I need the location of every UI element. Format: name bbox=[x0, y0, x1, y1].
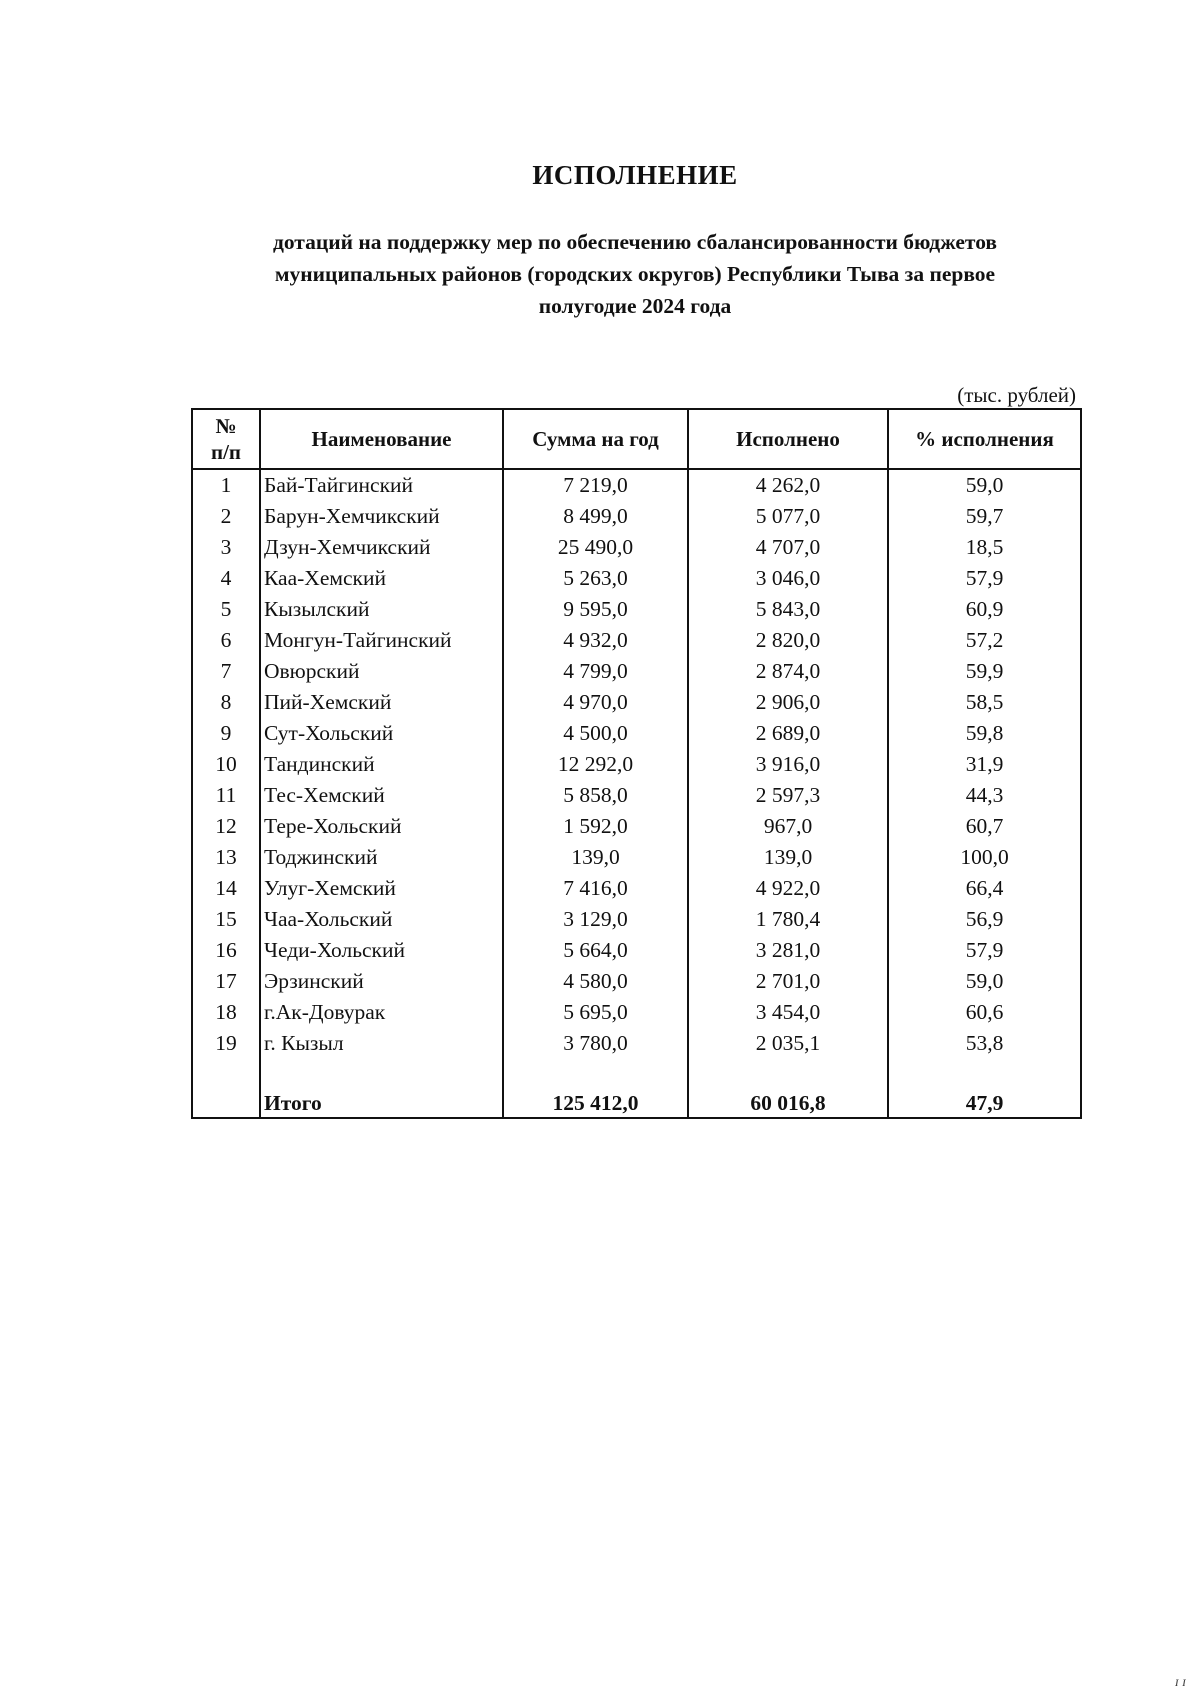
table-row bbox=[192, 687, 1081, 718]
cell-name: Тере-Хольский bbox=[260, 811, 503, 842]
subtitle-line: полугодие 2024 года bbox=[538, 294, 732, 318]
total-annual: 125 412,0 bbox=[503, 1089, 688, 1118]
cell-annual: 3 780,0 bbox=[503, 1028, 688, 1059]
cell-executed: 2 906,0 bbox=[688, 687, 888, 718]
cell-executed: 5 843,0 bbox=[688, 594, 888, 625]
cell-name: Пий-Хемский bbox=[260, 687, 503, 718]
cell-percent: 59,8 bbox=[888, 718, 1081, 749]
cell-num: 10 bbox=[192, 749, 260, 780]
cell-executed: 2 820,0 bbox=[688, 625, 888, 656]
cell-percent: 59,0 bbox=[888, 469, 1081, 501]
cell-percent: 53,8 bbox=[888, 1028, 1081, 1059]
cell-annual: 7 219,0 bbox=[503, 469, 688, 501]
subtitle-line: дотаций на поддержку мер по обеспечению сбалансированности бюджетов bbox=[272, 230, 998, 254]
total-executed: 60 016,8 bbox=[688, 1089, 888, 1118]
cell-executed: 2 689,0 bbox=[688, 718, 888, 749]
cell-num: 4 bbox=[192, 563, 260, 594]
cell-name: Дзун-Хемчикский bbox=[260, 532, 503, 563]
cell-executed: 2 035,1 bbox=[688, 1028, 888, 1059]
spacer-cell bbox=[688, 1059, 888, 1089]
header-num: № п/п bbox=[192, 409, 260, 469]
subtitle-line: муниципальных районов (городских округов) Республики Тыва за первое bbox=[274, 262, 996, 286]
cell-name: Улуг-Хемский bbox=[260, 873, 503, 904]
cell-percent: 59,0 bbox=[888, 966, 1081, 997]
table-row bbox=[192, 656, 1081, 687]
cell-executed: 139,0 bbox=[688, 842, 888, 873]
cell-name: Тандинский bbox=[260, 749, 503, 780]
cell-annual: 4 580,0 bbox=[503, 966, 688, 997]
cell-num: 7 bbox=[192, 656, 260, 687]
cell-percent: 18,5 bbox=[888, 532, 1081, 563]
spacer-cell bbox=[192, 1059, 260, 1089]
cell-num: 13 bbox=[192, 842, 260, 873]
table-row bbox=[192, 1028, 1081, 1059]
cell-name: Сут-Хольский bbox=[260, 718, 503, 749]
total-num-cell bbox=[192, 1089, 260, 1118]
cell-percent: 57,2 bbox=[888, 625, 1081, 656]
table-spacer-row bbox=[192, 1059, 1081, 1089]
table-header-row bbox=[192, 409, 1081, 469]
table-row bbox=[192, 780, 1081, 811]
cell-percent: 57,9 bbox=[888, 935, 1081, 966]
cell-percent: 31,9 bbox=[888, 749, 1081, 780]
cell-num: 9 bbox=[192, 718, 260, 749]
table-row bbox=[192, 997, 1081, 1028]
cell-annual: 5 664,0 bbox=[503, 935, 688, 966]
header-annual: Сумма на год bbox=[503, 409, 688, 469]
table-row bbox=[192, 501, 1081, 532]
total-label: Итого bbox=[260, 1089, 503, 1118]
table-row bbox=[192, 966, 1081, 997]
cell-name: Тес-Хемский bbox=[260, 780, 503, 811]
cell-executed: 967,0 bbox=[688, 811, 888, 842]
cell-annual: 25 490,0 bbox=[503, 532, 688, 563]
table-row bbox=[192, 904, 1081, 935]
cell-num: 15 bbox=[192, 904, 260, 935]
cell-name: Монгун-Тайгинский bbox=[260, 625, 503, 656]
cell-executed: 2 701,0 bbox=[688, 966, 888, 997]
cell-num: 14 bbox=[192, 873, 260, 904]
cell-annual: 9 595,0 bbox=[503, 594, 688, 625]
cell-annual: 5 695,0 bbox=[503, 997, 688, 1028]
units-note: (тыс. рублей) bbox=[957, 383, 1076, 407]
cell-num: 2 bbox=[192, 501, 260, 532]
cell-annual: 3 129,0 bbox=[503, 904, 688, 935]
spacer-cell bbox=[888, 1059, 1081, 1089]
cell-annual: 12 292,0 bbox=[503, 749, 688, 780]
table-row bbox=[192, 873, 1081, 904]
cell-annual: 4 970,0 bbox=[503, 687, 688, 718]
cell-name: Чаа-Хольский bbox=[260, 904, 503, 935]
cell-executed: 3 454,0 bbox=[688, 997, 888, 1028]
cell-executed: 4 707,0 bbox=[688, 532, 888, 563]
table-row bbox=[192, 532, 1081, 563]
spacer-cell bbox=[503, 1059, 688, 1089]
total-row bbox=[192, 1089, 1081, 1118]
header-percent: % исполнения bbox=[888, 409, 1081, 469]
cell-annual: 7 416,0 bbox=[503, 873, 688, 904]
table-row bbox=[192, 749, 1081, 780]
document-title: ИСПОЛНЕНИЕ bbox=[532, 160, 738, 190]
table-row bbox=[192, 811, 1081, 842]
cell-num: 17 bbox=[192, 966, 260, 997]
cell-annual: 139,0 bbox=[503, 842, 688, 873]
cell-executed: 2 874,0 bbox=[688, 656, 888, 687]
cell-num: 6 bbox=[192, 625, 260, 656]
cell-num: 12 bbox=[192, 811, 260, 842]
cell-executed: 3 281,0 bbox=[688, 935, 888, 966]
cell-annual: 5 263,0 bbox=[503, 563, 688, 594]
cell-num: 19 bbox=[192, 1028, 260, 1059]
cell-percent: 57,9 bbox=[888, 563, 1081, 594]
cell-num: 18 bbox=[192, 997, 260, 1028]
cell-num: 5 bbox=[192, 594, 260, 625]
cell-num: 1 bbox=[192, 469, 260, 501]
cell-executed: 4 262,0 bbox=[688, 469, 888, 501]
table-row bbox=[192, 935, 1081, 966]
cell-percent: 60,7 bbox=[888, 811, 1081, 842]
cell-name: Эрзинский bbox=[260, 966, 503, 997]
table-body bbox=[192, 469, 1081, 1118]
header-name: Наименование bbox=[260, 409, 503, 469]
cell-percent: 59,7 bbox=[888, 501, 1081, 532]
cell-annual: 4 799,0 bbox=[503, 656, 688, 687]
cell-name: Барун-Хемчикский bbox=[260, 501, 503, 532]
cell-name: Чеди-Хольский bbox=[260, 935, 503, 966]
cell-percent: 56,9 bbox=[888, 904, 1081, 935]
cell-annual: 4 500,0 bbox=[503, 718, 688, 749]
cell-annual: 4 932,0 bbox=[503, 625, 688, 656]
execution-table bbox=[191, 408, 1082, 1119]
page-corner-mark: ɪ ɪ bbox=[1174, 1675, 1186, 1690]
cell-executed: 5 077,0 bbox=[688, 501, 888, 532]
cell-name: Кызылский bbox=[260, 594, 503, 625]
cell-executed: 2 597,3 bbox=[688, 780, 888, 811]
cell-name: Каа-Хемский bbox=[260, 563, 503, 594]
cell-name: г. Кызыл bbox=[260, 1028, 503, 1059]
table-row bbox=[192, 594, 1081, 625]
cell-name: Тоджинский bbox=[260, 842, 503, 873]
cell-percent: 58,5 bbox=[888, 687, 1081, 718]
cell-executed: 1 780,4 bbox=[688, 904, 888, 935]
header-executed: Исполнено bbox=[688, 409, 888, 469]
table-row bbox=[192, 718, 1081, 749]
table-row bbox=[192, 625, 1081, 656]
cell-percent: 66,4 bbox=[888, 873, 1081, 904]
cell-percent: 60,6 bbox=[888, 997, 1081, 1028]
spacer-cell bbox=[260, 1059, 503, 1089]
cell-annual: 5 858,0 bbox=[503, 780, 688, 811]
cell-num: 8 bbox=[192, 687, 260, 718]
cell-name: Бай-Тайгинский bbox=[260, 469, 503, 501]
table-row bbox=[192, 469, 1081, 501]
cell-percent: 60,9 bbox=[888, 594, 1081, 625]
cell-name: г.Ак-Довурак bbox=[260, 997, 503, 1028]
cell-num: 3 bbox=[192, 532, 260, 563]
cell-percent: 44,3 bbox=[888, 780, 1081, 811]
cell-executed: 3 916,0 bbox=[688, 749, 888, 780]
cell-executed: 3 046,0 bbox=[688, 563, 888, 594]
cell-num: 11 bbox=[192, 780, 260, 811]
cell-annual: 8 499,0 bbox=[503, 501, 688, 532]
table-row bbox=[192, 563, 1081, 594]
cell-percent: 100,0 bbox=[888, 842, 1081, 873]
cell-num: 16 bbox=[192, 935, 260, 966]
document-subtitle bbox=[200, 226, 1070, 322]
cell-executed: 4 922,0 bbox=[688, 873, 888, 904]
cell-annual: 1 592,0 bbox=[503, 811, 688, 842]
cell-percent: 59,9 bbox=[888, 656, 1081, 687]
table-row bbox=[192, 842, 1081, 873]
total-percent: 47,9 bbox=[888, 1089, 1081, 1118]
cell-name: Овюрский bbox=[260, 656, 503, 687]
